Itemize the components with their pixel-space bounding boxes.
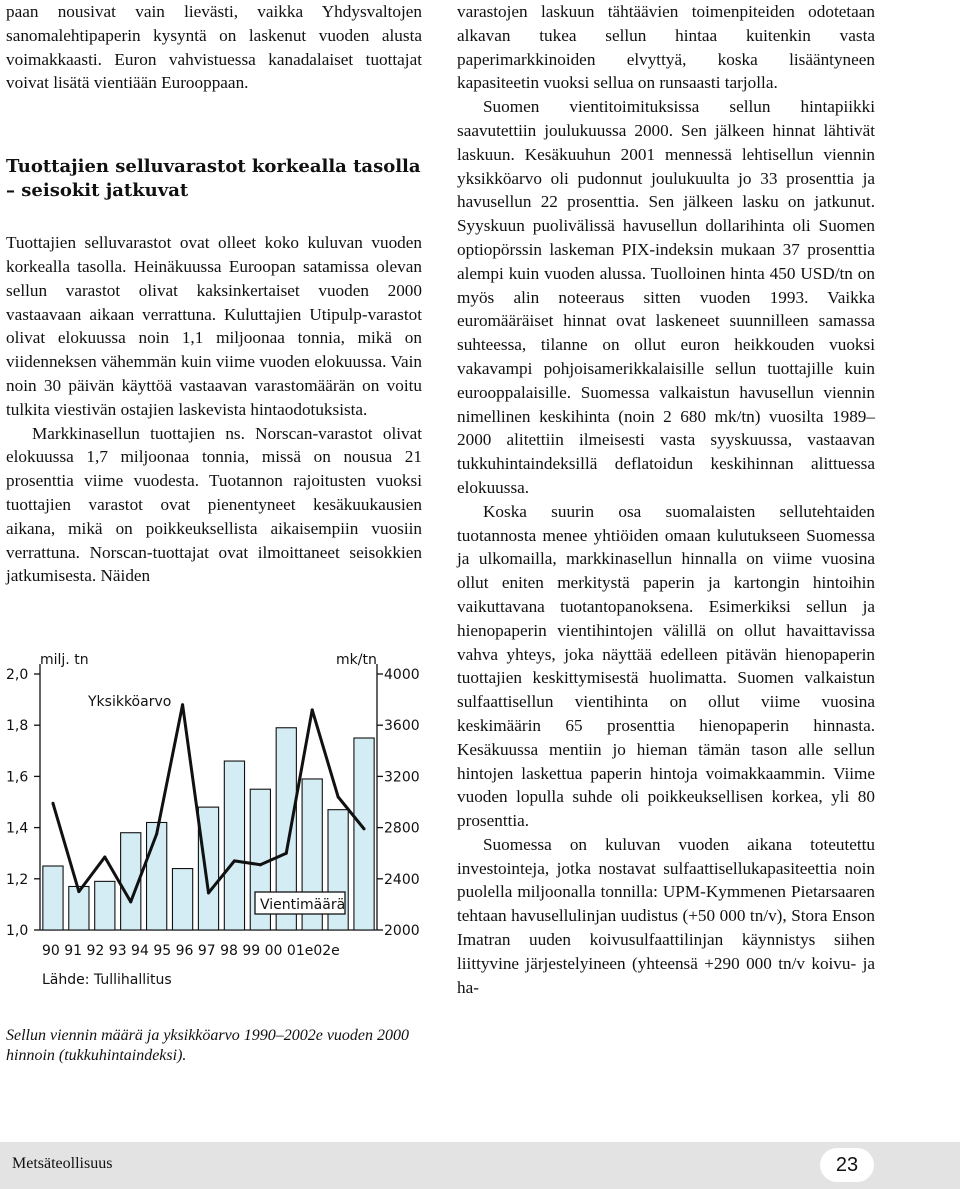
paragraph: Koska suurin osa suomalaisten sellutehtaiden tuotannosta menee yhtiöiden omaan kulutukseen Suomessa ja ulkomailla, markkinasellun hinnalla on viime vuosina ollut eniten merkitystä paperin ja kartongin hintoihin vaikuttavana tuotantopanoksena. Esimerkiksi sellun ja hienopaperin vientihintojen välillä on ollut havaittavissa vahva yhteys, joka näyttää edelleen pitävän hienopaperin tuottajien keskittymisestä huolimatta. Suomen valkaistun sulfaattisellun vientihinta on ollut viime vuosina keskimäärin 65 prosenttia hienopaperin hinnasta. Kesäkuussa mentiin jo hieman tämän tason alle sellun hintojen laskettua paperin hintoja voimakkaammin. Viime vuoden lopulla suhde oli poikkeuksellisen korkea, yli 80 prosenttia. (457, 501, 875, 831)
unit-value-point (155, 833, 158, 836)
unit-value-point (337, 795, 340, 798)
unit-value-point (311, 708, 314, 711)
right-axis-tick-label: 2000 (384, 923, 420, 939)
unit-value-point (51, 802, 54, 805)
line-series-label: Yksikköarvo (88, 694, 172, 710)
section-heading: Tuottajien selluvarastot korkealla tasolla – seisokit jatkuvat (6, 156, 421, 202)
left-axis-tick-label: 1,6 (6, 769, 29, 786)
x-tick-labels: 90 91 92 93 94 95 96 97 98 99 00 01e02e (42, 943, 340, 959)
volume-bar (198, 807, 218, 930)
unit-value-point (285, 852, 288, 855)
unit-value-point (207, 891, 210, 894)
unit-value-point (77, 890, 80, 893)
chart-svg (0, 630, 430, 1000)
paragraph: varastojen laskuun tähtäävien toimenpiteiden odotetaan alkavan tukea sellun hintaa kuitenkin vasta paperimarkkinoiden elvyttyä, koska lisääntyneen kapasiteetin vuoksi sellua on runsaasti tarjolla. (457, 2, 875, 93)
right-axis-tick-label: 2800 (384, 820, 420, 837)
paragraph: Suomen vientitoimituksissa sellun hintapiikki saavutettiin joulukuussa 2000. Sen jälkeen hinnat lähtivät laskuun. Kesäkuuhun 2001 mennessä lehtisellun viennin yksikköarvo oli pudonnut joulukuulta jo 33 prosenttia ja havusellun 22 prosenttia. Sen jälkeen lasku on jatkunut. Syyskuun puolivälissä havusellun dollarihinta oli Suomen optiopörssin laskeman PIX-indeksin mukaan 37 prosenttia alempi kuin vuoden alussa. Tuolloinen hinta 450 USD/tn on myös alin noteeraus sitten vuoden 1993. Vaikka euromääräiset hinnat ovat laskeneet suunnilleen samassa suhteessa, tilanne on ollut euron heikkouden vuoksi vakavampi pohjoisamerikkalaisille sellun tuottajille kuin eurooppalaisille. Suomessa valkaistun havusellun viennin nimellinen keskihinta (noin 2 680 mk/tn) vuosilta 1989–2000 alitettiin ilmeisesti vasta syyskuussa, vastaavan tukkuhintaindeksillä deflatoidun keskihinnan alittuessa elokuussa. (457, 97, 875, 497)
right-axis-tick-label: 4000 (384, 667, 420, 683)
paragraph: Suomessa on kuluvan vuoden aikana toteutettu investointeja, jotka nostavat sulfaattisellukapasiteettia noin puolella miljoonalla tonnilla: UPM-Kymmenen Pietarsaaren tehtaan havusellulinjan uudistus (+50 000 tn/v), Stora Enson Imatran uuden koivusulfaattilinjan käynnistys siihen liittyvine järjestelyineen (yhteensä +290 000 tn/v koivu- ja ha- (457, 834, 875, 997)
volume-bar (354, 738, 374, 930)
left-axis-tick-label: 1,4 (6, 820, 29, 837)
unit-value-point (233, 859, 236, 862)
bar-series-label: Vientimäärä (260, 897, 346, 913)
left-axis-tick-label: 1,0 (6, 923, 29, 939)
paragraph: paan nousivat vain lievästi, vaikka Yhdysvaltojen sanomalehtipaperin kysyntä on laskenut vuoden alusta voimakkaasti. Euron vahvistuessa kanadalaiset tuottajat voivat lisätä vientiään Eurooppaan. (6, 2, 422, 93)
export-chart (0, 630, 430, 1000)
page-footer (0, 1142, 960, 1189)
right-axis-tick-label: 3200 (384, 769, 420, 786)
unit-value-point (259, 863, 262, 866)
unit-value-point (181, 703, 184, 706)
unit-value-point (103, 856, 106, 859)
chart-source: Lähde: Tullihallitus (42, 972, 172, 988)
volume-bar (95, 881, 115, 930)
paragraph: Markkinasellun tuottajien ns. Norscan-varastot olivat elokuussa 1,7 miljoonaa tonnia, missä on nousua 21 prosenttia viime vuodesta. Tuotannon rajoitusten vuoksi tuottajien varastot ovat pienentyneet kesäkuukausien aikana, mikä on poikkeuksellista aikaisempiin vuosiin verrattuna. Norscan-tuottajat ovat ilmoittaneet seisokkien jatkumisesta. Näiden (6, 423, 422, 586)
unit-value-point (129, 900, 132, 903)
volume-bar (172, 869, 192, 930)
left-axis-unit-label: milj. tn (40, 652, 89, 668)
right-column (457, 0, 875, 999)
volume-bar (43, 866, 63, 930)
right-axis-tick-label: 3600 (384, 718, 420, 735)
paragraph: Tuottajien selluvarastot ovat olleet koko kuluvan vuoden korkealla tasolla. Heinäkuussa Euroopan satamissa olevan sellun varastot olivat kaksinkertaiset vuoden 2000 vastaavaan aikaan verrattuna. Kuluttajien Utipulp-varastot olivat elokuussa noin 1,1 miljoonaa tonnia, mikä on viidenneksen vähemmän kuin viime vuoden elokuussa. Vain noin 30 päivän käyttöä vastaavan varastomäärän on voitu tulkita viestivän ostajien laskevista hintaodotuksista. (6, 233, 422, 419)
volume-bar (147, 822, 167, 930)
right-axis-unit-label: mk/tn (336, 652, 377, 668)
left-axis-tick-label: 2,0 (6, 667, 29, 683)
page-number: 23 (820, 1148, 874, 1182)
publication-title: Metsäteollisuus (12, 1155, 113, 1172)
chart-caption: Sellun viennin määrä ja yksikköarvo 1990–2002e vuoden 2000 hinnoin (tukkuhintaindeksi). (6, 1027, 410, 1064)
left-column (6, 0, 422, 588)
right-axis-tick-label: 2400 (384, 871, 420, 888)
left-axis-tick-label: 1,2 (6, 871, 29, 888)
unit-value-point (363, 827, 366, 830)
left-axis-tick-label: 1,8 (6, 718, 29, 735)
volume-bar (224, 761, 244, 930)
